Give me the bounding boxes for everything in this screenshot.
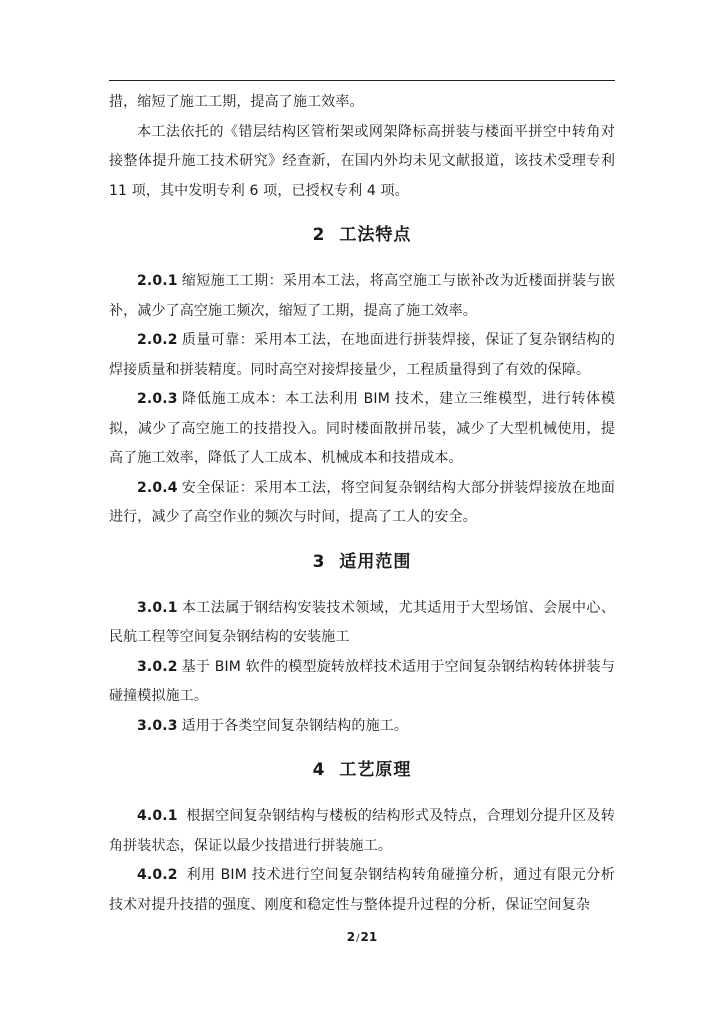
clause-number: 2.0.4 (137, 479, 178, 496)
paragraph (109, 267, 615, 326)
page-body (109, 88, 615, 920)
paragraph (109, 653, 615, 712)
paragraph (109, 594, 615, 653)
section-title: 适用范围 (339, 551, 412, 572)
section-heading (109, 550, 615, 574)
paragraph (109, 712, 615, 742)
paragraph-text: 本工法依托的《错层结构区管桁架或网架降标高拼装与楼面平拼空中转角对接整体提升施工技术研究》经查新，在国内外均未见文献报道，该技术受理专利 11 项，其中发明专利 6 项，已授权专利 4 项。 (109, 123, 615, 199)
page-total: 21 (360, 930, 378, 944)
clause-number: 4.0.1 (137, 808, 178, 824)
clause-number: 3.0.3 (137, 717, 178, 734)
paragraph-text: 适用于各类空间复杂钢结构的施工。 (181, 717, 409, 734)
paragraph-text: 基于 BIM 软件的模型旋转放样技术适用于空间复杂钢结构转体拼装与碰撞模拟施工。 (109, 658, 615, 704)
section-heading (109, 223, 615, 247)
paragraph-text: 本工法属于钢结构安装技术领域，尤其适用于大型场馆、会展中心、民航工程等空间复杂钢结构的安装施工 (109, 599, 615, 645)
page-current: 2 (346, 930, 356, 944)
paragraph (109, 385, 615, 474)
section-number: 4 (312, 760, 326, 780)
page-separator: / (356, 933, 360, 944)
clause-number: 2.0.3 (137, 391, 178, 407)
section-title: 工法特点 (339, 225, 412, 245)
paragraph (109, 802, 615, 861)
paragraph-text: 安全保证：采用本工法，将空间复杂钢结构大部分拼装焊接放在地面进行，减少了高空作业的频次与时间，提高了工人的安全。 (109, 479, 615, 525)
section-heading (109, 758, 615, 782)
paragraph (109, 88, 615, 118)
clause-number: 3.0.2 (137, 658, 178, 675)
paragraph (109, 326, 615, 385)
paragraph-text: 缩短施工工期：采用本工法，将高空施工与嵌补改为近楼面拼装与嵌补，减少了高空施工频次，缩短了工期，提高了施工效率。 (109, 273, 615, 319)
paragraph (109, 474, 615, 533)
paragraph-text: 利用 BIM 技术进行空间复杂钢结构转角碰撞分析，通过有限元分析技术对提升技措的强度、刚度和稳定性与整体提升过程的分析，保证空间复杂 (109, 867, 615, 913)
section-title: 工艺原理 (339, 760, 412, 780)
paragraph (109, 118, 615, 207)
paragraph-text: 根据空间复杂钢结构与楼板的结构形式及特点，合理划分提升区及转角拼装状态，保证以最少技措进行拼装施工。 (109, 808, 615, 854)
page-number (0, 930, 724, 944)
section-number: 3 (312, 551, 326, 572)
clause-number: 3.0.1 (137, 599, 178, 616)
clause-number: 2.0.1 (137, 273, 178, 289)
paragraph-text: 降低施工成本：本工法利用 BIM 技术，建立三维模型，进行转体模拟，减少了高空施工的技措投入。同时楼面散拼吊装，减少了大型机械使用，提高了施工效率，降低了人工成本、机械成本和技措成本。 (109, 391, 615, 466)
clause-number: 2.0.2 (137, 332, 178, 348)
paragraph (109, 861, 615, 920)
section-number: 2 (312, 225, 326, 245)
paragraph-text: 质量可靠：采用本工法，在地面进行拼装焊接，保证了复杂钢结构的焊接质量和拼装精度。同时高空对接焊接量少，工程质量得到了有效的保障。 (109, 332, 615, 378)
clause-number: 4.0.2 (137, 867, 178, 883)
paragraph-text: 措，缩短了施工工期，提高了施工效率。 (109, 94, 364, 110)
header-rule (109, 80, 615, 81)
